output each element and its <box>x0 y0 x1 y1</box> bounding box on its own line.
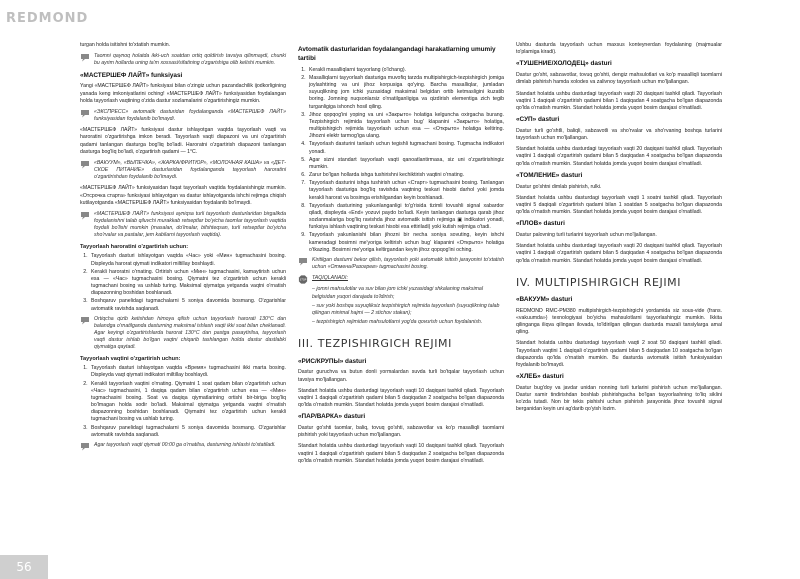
subsection-heading: Tayyorlash vaqtini o'zgartirish uchun: <box>80 355 181 362</box>
program-heading: «ТОМЛЕНИЕ» dasturi <box>516 171 583 179</box>
prohibition-item: – suv yoki boshqa suyuqliksiz tezpishirgich rejimida tayyorlash (suyuqlikning talab qilingan minimal hajmi — 2 stichov stakan); <box>312 302 500 316</box>
paragraph: Standart holatda ushbu dasturdagi tayyorlash vaqti 20 daqiqani tashkil qiladi. Tayyorlash vaqtini 1 daqiqali o'zgartirish qadami bilan 5 daqiqadan 4 soatgacha bo'lgan diapazonda qo'lda o'rnatish mumkin. Standart holatda jomda yuqori bosim darajasi o'rnatiladi. <box>516 146 722 167</box>
info-icon <box>80 316 90 325</box>
paragraph: Standart holatda ushbu dasturdagi tayyorlash vaqti 20 daqiqani tashkil qiladi. Tayyorlash vaqtini 1 daqiqali o'zgartirish qadami bilan 5 daqiqadan 4 soatgacha bo'lgan diapazonda qo'lda o'rnatish mumkin. Standart holatda jomda yuqori bosim darajasi o'rnatiladi. <box>516 243 722 264</box>
list-item: 7. Tayyorlash dasturini ishga tushirish uchun «Старт» tugmachasini bosing. Tanlangan tayyorlash dasturiga bog'liq ravishda vaqtning teskari hisobi darhol yoki jomda kerakli harorat va bosimga erishilgandan keyin boshlanadi. <box>307 180 504 202</box>
program-heading: «ВАКУУМ» dasturi <box>516 295 573 303</box>
chapter-heading: III. TEZPISHIRGICH REJIMI <box>298 337 452 351</box>
program-heading: «СУП» dasturi <box>516 116 560 124</box>
info-icon <box>80 160 90 169</box>
paragraph: Standart holatda ushbu dasturdagi tayyorlash vaqti 20 daqiqani tashkil qiladi. Tayyorlash vaqtini 1 daqiqali o'zgartirish qadami bilan 1 daqiqadan 4 soatgacha bo'lgan diapazonda qo'lda o'rnatish mumkin. Standart holatda jomda yuqori bosim darajasi o'rnatiladi. <box>516 90 722 111</box>
prohibition-block <box>298 275 504 282</box>
paragraph: Dastur turli go'shtli, baliqli, sabzavotli va sho'rvalar va sho'rvaning boshqa turlarini tayyorlash uchun mo'ljallangan. <box>516 127 722 142</box>
paragraph: turgan holda isitishni to'xtatish mumkin. <box>80 42 171 48</box>
list-item: 1. Tayyorlash dasturi ishlayotgan vaqtda «Время» tugmachasini ikki marta bosing. Displeyda vaqt qiymati indikatori miltillay boshlaydi. <box>89 365 286 379</box>
paragraph: Yangi «МАСТЕРШЕФ ЛАЙТ» funksiyasi bilan o'zingiz uchun pazandachilik ijodkorligining yanada keng imkoniyatlarini oching! «МАСТЕРШЕФ ЛАЙТ» funksiyasidan foydalangan holda tayyorlash vaqtining o'zida dastur sozlamalarini o'zgartirishingiz mumkin. <box>80 83 286 104</box>
subsection-heading: Tayyorlash haroratini o'zgartirish uchun: <box>80 243 189 250</box>
paragraph: Standart holatda ushbu dasturdagi tayyorlash vaqti 10 daqiqani tashkil qiladi. Tayyorlash vaqtini 1 daqiqali o'zgartirish qadami bilan 5 daqiqadan 2 soatgacha bo'lgan diapazonda qo'lda o'rnatish mumkin. Standart holatda jomda yuqori bosim darajasi o'rnatiladi. <box>298 387 504 409</box>
paragraph: Standart holatda ushbu dasturdagi tayyorlash vaqti 10 daqiqani tashkil qiladi. Tayyorlash vaqtini 1 daqiqali o'zgartirish qadami bilan 5 daqiqadan 2 soatgacha bo'lgan diapazonda qo'lda o'rnatish mumkin. Standart holatda jomda yuqori bosim darajasi o'rnatiladi. <box>298 443 504 464</box>
column-3 <box>516 42 722 418</box>
note <box>80 442 286 449</box>
paragraph: Dastur go'shtni dimlab pishirish, rulki. <box>516 183 602 190</box>
note <box>80 160 286 182</box>
steps-list <box>89 365 286 439</box>
info-icon <box>80 442 90 451</box>
page-number: 56 <box>0 555 48 579</box>
list-item: 1. Tayyorlash dasturi ishlayotgan vaqtda «Час» yoki «Мин» tugmachasini bosing. Displeyda harorat qiymati indikatori miltillay boshlaydi. <box>89 253 286 267</box>
section-heading: Avtomatik dasturlaridan foydalangandagi harakatlarning umumiy tartibi <box>298 46 496 62</box>
program-heading: «ТУШЕНИЕ/ХОЛОДЕЦ» dasturi <box>516 60 612 68</box>
column-1 <box>80 42 286 453</box>
list-item: 3. Jihoz qopqog'ini yoping va uni «Закрыто» holatiga kelguncha oxirgacha burang. Tezpishirgich rejimida tayyorlash uchun bug' klapanini «Закрыто» holatiga, multipishirgich rejimida tayyorlash uchun esa — «Открыто» holatiga keltiring. Jihozni elektr tarmog'iga ulang. <box>307 112 504 141</box>
paragraph: Dastur guruchva va butun donli yormalardan suvda turli bo'tqalar tayyorlash uchun tavsiya mo'ljallangan. <box>298 369 504 383</box>
note-text: «МАСТЕРШЕФ ЛАЙТ» funksiyasi ayniqsa turli tayyorlash dasturlaridan birgalikda foydalanishni talab qiluvchi murakkab retseptlar bo'yicha taomlar tayyorlash vaqtida foydali bo'lishi mumkin (masalan, do'lmalar, bifshteqsan, turli retseptlar bo'yicha sho'rvalar va pastalar, jem kabilarni tayyorlash vaqtida). <box>94 210 286 239</box>
program-heading: «РИС/КРУПЫ» dasturi <box>298 357 367 365</box>
list-item: 3. Boshqaruv panelidagi tugmachalarni 5 soniya davomida bosmang. O'zgarishlar avtomatik ravishda saqlanadi. <box>89 298 286 312</box>
brand-logo: REDMOND <box>6 11 89 26</box>
info-icon <box>80 53 90 62</box>
paragraph: Standart holatda ushbu dasturdagi tayyorlash vaqti 2 soat 50 daqiqani tashkil qiladi. Tayyorlash vaqtini 1 daqiqali o'zgartirish qadami bilan 5 daqiqadan 10 soatgacha bo'lgan diapazonda qo'lda o'rnatish mumkin. Bu dasturda avtomatik isitish funksiyasidan foydalanib bo'lmaydi. <box>516 340 722 368</box>
list-item: 4. Tayyorlash dasturini tanlash uchun tegishli tugmachani bosing. Tugmacha indikatori yonadi. <box>307 141 504 155</box>
steps-list <box>89 253 286 312</box>
note <box>80 53 286 67</box>
list-item: 9. Tayyorlash yakunlanishi bilan jihozni bir necha soniya sovuting, keyin ishchi kameradagi bosimni me'yoriga keltirish uchun bug' klapanini «Открыто» holatiga o'tkazing. Bosimni me'yoriga keltirgandan keyin jihoz qopqog'ini oching. <box>307 232 504 254</box>
list-item: 2. Kerakli tayyorlash vaqtini o'rnating. Qiymatni 1 soat qadam bilan o'zgartirish uchun «Час» tugmachasini, 1 daqiqa qadam bilan o'zgartirish uchun esa — «Мин» tugmachasini bosing. Soat va daqiqa qiymatlarining ortishi bir-biriga bog'liq bo'lmagan holda sodir bo'ladi. Maksimal qiymatga yetganda vaqtni o'rnatish diapazonning boshidan boshlanadi. Qiymatni tez o'zgartirish uchun kerakli tugmachani bosing va ushlab turing. <box>89 381 286 424</box>
prohibition-title: TAQIQLANADI: <box>312 275 348 282</box>
list-item: 8. Tayyorlash dasturining yakunlanganligi to'g'risida tizimli tovushli signal xabardor qiladi, displeyda «End» yozuvi paydo bo'ladi. Keyin tanlangan dasturga qarab jihoz sozlanmalariga bog'liq ravishda jihoz avtomatik isitish rejimiga ▣ indikatori yonadi, funksiya ishlash vaqtining teskari hisobi esa ettiriladi) yoki kutish rejimiga o'tadi. <box>307 203 504 232</box>
paragraph: Dastur go'sht, sabzavotlar, tovuq go'shti, dengiz mahsulotlari va ko'p masalliqli taomlarni dimlab pishirish hamda xolodes va zalivnoy tayyorlash uchun mo'ljallangan. <box>516 72 722 86</box>
list-item: 1. Kerakli masalliqlarni tayyorlang (o'lchang). <box>307 67 504 74</box>
paragraph: «МАСТЕРШЕФ ЛАЙТ» funksiyasidan faqat tayyorlash vaqtida foydalanishingiz mumkin. «Отсрочка старта» funksiyasi ishlayotgan va dastur ishlayotganda ishchi rejimga chiqish kutilayotganda «МАСТЕРШЕФ ЛАЙТ» funksiyasidan foydalanib bo'lmaydi. <box>80 185 286 206</box>
note <box>80 109 286 123</box>
note-text: Ortiqcha qizib ketishdan himoya qilish uchun tayyorlash harorati 130°C dan balandga o'rnatilganda dasturning maksimal ishlash vaqti ikki soat bilan cheklanadi. Agar keyingi o'zgartirishlarda harorat 130°C dan pastga pasaytirilsa, tayyorlash vaqti dastur ishlab bo'lgan vaqtni chiqarib tashlangan holda dastur dastlabki qiymatiga qaytadi. <box>94 315 286 351</box>
section-heading: «МАСТЕРШЕФ ЛАЙТ» funksiyasi <box>80 71 183 79</box>
paragraph: Standart holatda ushbu dasturdagi tayyorlash vaqti 1 soatni tashkil qiladi. Tayyorlash vaqtini 5 daqiqali o'zgartirish qadami bilan 1 soatdan 5 soatgacha bo'lgan diapazonda qo'lda o'rnatish mumkin. Standart holatda jomda yuqori bosim darajasi o'rnatiladi. <box>516 194 722 216</box>
note <box>80 211 286 240</box>
list-item: 3. Boshqaruv panelidagi tugmachalarni 5 soniya davomida bosmang. O'zgarishlar avtomatik ravishda saqlanadi. <box>89 425 286 439</box>
program-heading: «ХЛЕБ» dasturi <box>516 373 564 381</box>
note <box>80 316 286 352</box>
paragraph: Dastur bug'doy va javdar unidan nonning turli turlarini pishirish uchun mo'ljallangan. Dastur xamir tindirishdan boshlab pishirishgacha bo'lgan tayyorlashning to'liq siklini ko'zda tutadi. Non bir tekis pishishi uchun pishirish jarayonida jihoz tovushli signal berganidan keyin uni ag'darib qo'yish lozim. <box>516 384 722 413</box>
note <box>298 257 504 271</box>
info-icon <box>298 257 308 266</box>
prohibition-item: – jomni mahsulotlar va suv bilan jom ichki yuzasidagi shkalaning maksimal belgisidan yuqori darajada to'ldirish; <box>312 286 483 300</box>
note-text: Agar tayyorlash vaqti qiymati 00:00 ga o'rnatilsa, dasturning ishlashi to'xtatiladi. <box>94 442 276 448</box>
list-item: 6. Zarur bo'lgan hollarda ishga tushirishni kechiktirish vaqtini o'rnating. <box>307 172 504 179</box>
svg-text:STOP: STOP <box>299 279 307 283</box>
paragraph: Dastur go'shti taomlar, baliq, tovuq go'shti, sabzavotlar va ko'p masalliqli taomlarni pishirish yoki tayyorlash uchun mo'ljallangan. <box>298 425 504 439</box>
info-icon <box>80 109 90 118</box>
paragraph: REDMOND RMC-PM380 multipishirgich-tezpishirgichi yordamida siz sous-vide (frans. «vakuumda») texnologiyasi bo'yicha mahsulotlarni tayyorlashingiz mumkin. Ikkita qilinganga iliqva qilingan ilovada, to'ldirilgan qilingan dasturda mazali tansiylarga amal qiling. <box>516 307 722 336</box>
note-text: «ЭКСПРЕСС» avtomatik dasturidan foydalanganda «МАСТЕРШЕФ ЛАЙТ» funksiyasidan foydalanib bo'lmaydi. <box>94 108 286 123</box>
list-item: 2. Masalliqlarni tayyorlash dasturiga muvofiq tarzda multipishirgich-tezpishirgich jomiga joylashtiring va uni jihoz korpusiga qo'ying. Barcha masalliqlar, jumladan suyuqlikning jom ichki yuzasidagi maksimal belgidan ortib ketmasligini kuzatib boring. Jomning nuqsonlarsiz o'rnatilganligiga va qizdirish elementiga zich tegib turganligiga ishonch hosil qiling. <box>307 75 504 111</box>
column-2 <box>298 42 504 469</box>
note-text: Taomni qaynoq holatda ikki-uch soatdan ortiq qoldirish tavsiya qilinmaydi, chunki bu ayrim hollarda uning ta'm xossasi/sifatining o'zgarishiga olib kelishi mumkin. <box>94 53 286 67</box>
steps-list <box>307 67 504 254</box>
stop-icon <box>298 275 308 284</box>
paragraph: Ushbu dasturda tayyorlash uchun maxsus konteynerdan foydalaning (majmualar to'plamiga kiradi). <box>516 42 722 56</box>
note-text: Kiritilgan dasturni bekor qilish, tayyorlash yoki avtomatik isitish jarayonini to'xtatish uchun «Отмена/Разогрев» tugmachasini bosing. <box>312 256 504 271</box>
list-item: 2. Kerakli haroratni o'rnating. Ortirish uchun «Мин» tugmachasini, kamaytirish uchun esa — «Час» tugmachasini bosing. Qiymatni tez o'zgartirish uchun kerakli tugmachani bosing va ushlab turing. Maksimal qiymatga yetganda vaqtni o'rnatish diapazonning boshidan boshlanadi. <box>89 269 286 298</box>
paragraph: «МАСТЕРШЕФ ЛАЙТ» funksiyasi dastur ishlayotgan vaqtda tayyorlash vaqti va haroratini o'zgartirishga imkon beradi. Tayyorlash vaqti diapazoni va uni o'zgartirish qadami tanlangan dasturga bog'liq bo'ladi. Haroratni o'zgartirish diapazoni tanlangan dasturga bog'liq bo'ladi, o'zgartirish qadami — 1°C. <box>80 127 286 155</box>
paragraph: Dastur palovning turli turlarini tayyorlash uchun mo'ljallangan. <box>516 232 657 239</box>
prohibition-item: – tezpishirgich rejimidan mahsulotlarni yog'da qovurish uchun foydalanish. <box>312 319 483 326</box>
note-text: «ВАКУУМ», «ВЫПЕЧКА», «ЖАРКА/ФРИТЮР», «МОЛОЧНАЯ КАША» va «ДЕТ-СКОЕ ПИТАНИЕ» dasturlaridan foydalanganda tayyorlash haroratini o'zgartirishdan foydalanib bo'lmaydi. <box>94 159 286 181</box>
program-heading: «ПАР/ВАРКА» dasturi <box>298 413 366 421</box>
program-heading: «ПЛОВ» dasturi <box>516 220 565 228</box>
info-icon <box>80 211 90 220</box>
chapter-heading: IV. MULTIPISHIRGICH REJIMI <box>516 275 682 289</box>
list-item: 5. Agar sizni standart tayyorlash vaqti qanoatlantirmasa, siz uni o'zgartirishingiz mumkin. <box>307 157 504 171</box>
